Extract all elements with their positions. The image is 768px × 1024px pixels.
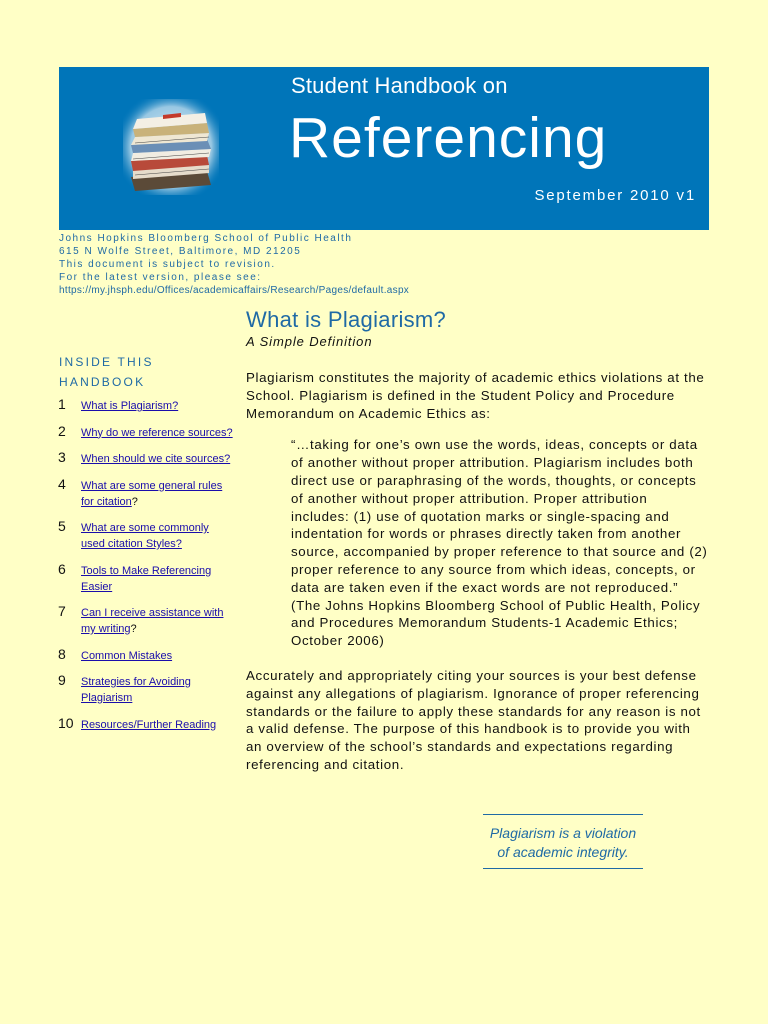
toc-item	[58, 422, 233, 441]
banner-subtitle: Student Handbook on	[291, 73, 508, 98]
toc-item-number: 8	[58, 645, 66, 662]
sidebar-heading-line1: INSIDE THIS	[59, 355, 154, 369]
toc-item-number: 9	[58, 672, 66, 688]
toc-item-number: 6	[58, 560, 66, 577]
toc-item	[58, 645, 233, 664]
main-content	[246, 307, 708, 774]
sidebar-heading-line2: HANDBOOK	[59, 375, 146, 389]
section-subheading: A Simple Definition	[246, 334, 373, 349]
toc-link[interactable]: Strategies for Avoiding Plagiarism	[81, 676, 191, 704]
address-block	[59, 232, 709, 297]
document-title: Referencing	[289, 106, 608, 170]
street-address: 615 N Wolfe Street, Baltimore, MD 21205	[59, 246, 302, 257]
toc-item-number: 7	[58, 603, 66, 619]
toc-item	[58, 398, 233, 414]
toc-item-number: 2	[58, 422, 66, 439]
toc-item-number: 1	[58, 396, 66, 412]
latest-version-note: For the latest version, please see:	[59, 272, 262, 283]
table-of-contents	[58, 398, 233, 743]
toc-item	[58, 605, 233, 637]
definition-quote: “…taking for one’s own use the words, ideas, concepts or data of another without proper attribution. Plagiarism includes both direct use or paraphrasing of the words, thoughts, or concepts of another without proper attribution. Proper attribution includes: (1) use of quotation marks or single-spacing and indentation for words or phrases directly taken from another source, accompanied by proper reference to that source and (2) proper reference to any source from which ideas, concepts, or data are taken even if the exact words are not reproduced.” (The Johns Hopkins Bloomberg School of Public Health, Policy and Procedures Memorandum Students-1 Academic Ethics; October 2006)	[291, 437, 708, 649]
toc-link-suffix: ?	[131, 495, 138, 508]
toc-item	[58, 475, 233, 510]
toc-item-number: 10	[58, 714, 74, 731]
toc-link[interactable]: When should we cite sources?	[81, 453, 231, 465]
toc-link-suffix: ?	[130, 623, 137, 635]
source-url[interactable]: https://my.jhsph.edu/Offices/academicaffairs/Research/Pages/default.aspx	[59, 285, 410, 296]
toc-item	[58, 714, 233, 733]
toc-link[interactable]: What are some general rules for citation	[81, 479, 223, 508]
toc-item-number: 5	[58, 518, 66, 534]
document-date: September 2010 v1	[534, 187, 696, 204]
revision-note: This document is subject to revision.	[59, 259, 276, 270]
school-name: Johns Hopkins Bloomberg School of Public Health	[59, 233, 353, 244]
pull-quote	[483, 814, 643, 869]
toc-item	[58, 674, 233, 706]
toc-link[interactable]: Resources/Further Reading	[81, 718, 217, 731]
closing-paragraph: Accurately and appropriately citing your sources is your best defense against any allegations of plagiarism. Ignorance of proper referencing standards or the failure to apply these standards for any reason is not a valid defense. The purpose of this handbook is to provide you with an overview of the school’s standards and expectations regarding referencing and citation.	[246, 667, 701, 772]
toc-link[interactable]: Common Mistakes	[81, 649, 173, 662]
toc-link[interactable]: What is Plagiarism?	[81, 400, 179, 412]
toc-item	[58, 520, 233, 552]
sidebar-heading	[59, 352, 219, 392]
toc-item-number: 4	[58, 475, 66, 492]
pull-quote-line2: of academic integrity.	[497, 844, 629, 860]
toc-link[interactable]: Why do we reference sources?	[81, 426, 233, 439]
toc-link[interactable]: What are some commonly used citation Styles?	[81, 522, 209, 550]
toc-item	[58, 560, 233, 595]
toc-item	[58, 451, 233, 467]
pull-quote-line1: Plagiarism is a violation	[489, 825, 637, 841]
section-heading: What is Plagiarism?	[246, 307, 447, 332]
toc-item-number: 3	[58, 449, 66, 465]
intro-paragraph: Plagiarism constitutes the majority of academic ethics violations at the School. Plagiarism is defined in the Student Policy and Procedure Memorandum on Academic Ethics as:	[246, 370, 705, 421]
toc-link[interactable]: Tools to Make Referencing Easier	[81, 564, 212, 593]
toc-link[interactable]: Can I receive assistance with my writing	[81, 607, 224, 635]
stack-of-papers-icon	[123, 99, 219, 195]
title-banner	[59, 67, 709, 230]
